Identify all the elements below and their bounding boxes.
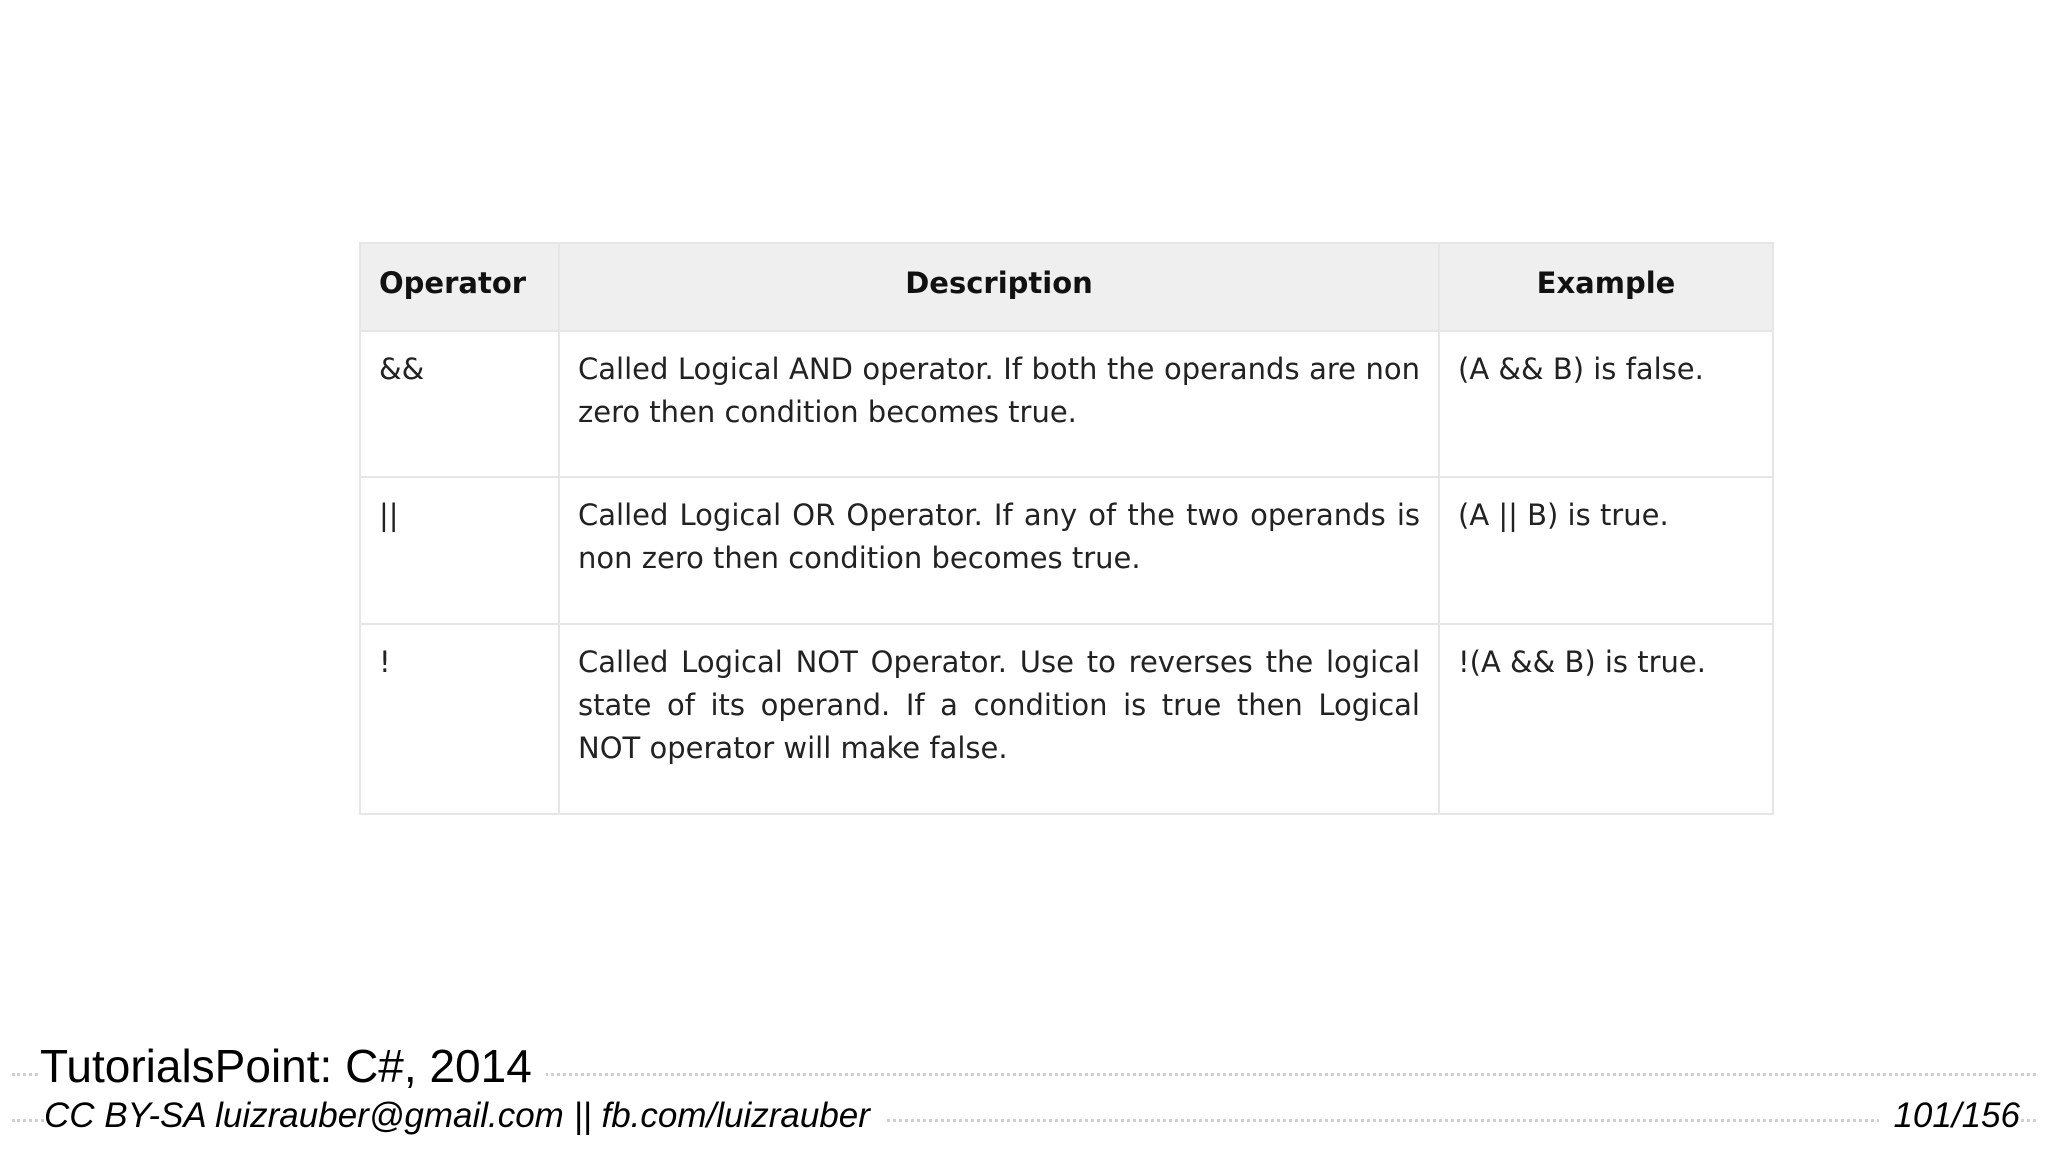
header-example: Example bbox=[1439, 243, 1773, 331]
example-cell: !(A && B) is true. bbox=[1439, 624, 1773, 814]
header-operator: Operator bbox=[360, 243, 559, 331]
license-line: CC BY-SA luizrauber@gmail.com || fb.com/luizrauber bbox=[44, 1096, 884, 1136]
example-cell: (A && B) is false. bbox=[1439, 331, 1773, 477]
table-row bbox=[360, 477, 1773, 624]
operator-cell: ! bbox=[360, 624, 559, 814]
table-row bbox=[360, 624, 1773, 814]
description-cell: Called Logical OR Operator. If any of the two operands is non zero then condition becomes true. bbox=[559, 477, 1439, 624]
logical-operators-table bbox=[359, 242, 1774, 815]
example-cell: (A || B) is true. bbox=[1439, 477, 1773, 624]
table-row bbox=[360, 331, 1773, 477]
page-number: 101/156 bbox=[1879, 1096, 2020, 1136]
operator-cell: && bbox=[360, 331, 559, 477]
header-description: Description bbox=[559, 243, 1439, 331]
operator-cell: || bbox=[360, 477, 559, 624]
description-cell: Called Logical AND operator. If both the operands are non zero then condition becomes true. bbox=[559, 331, 1439, 477]
table-header-row bbox=[360, 243, 1773, 331]
description-cell: Called Logical NOT Operator. Use to reverses the logical state of its operand. If a condition is true then Logical NOT operator will make false. bbox=[559, 624, 1439, 814]
source-credit: TutorialsPoint: C#, 2014 bbox=[40, 1040, 546, 1092]
